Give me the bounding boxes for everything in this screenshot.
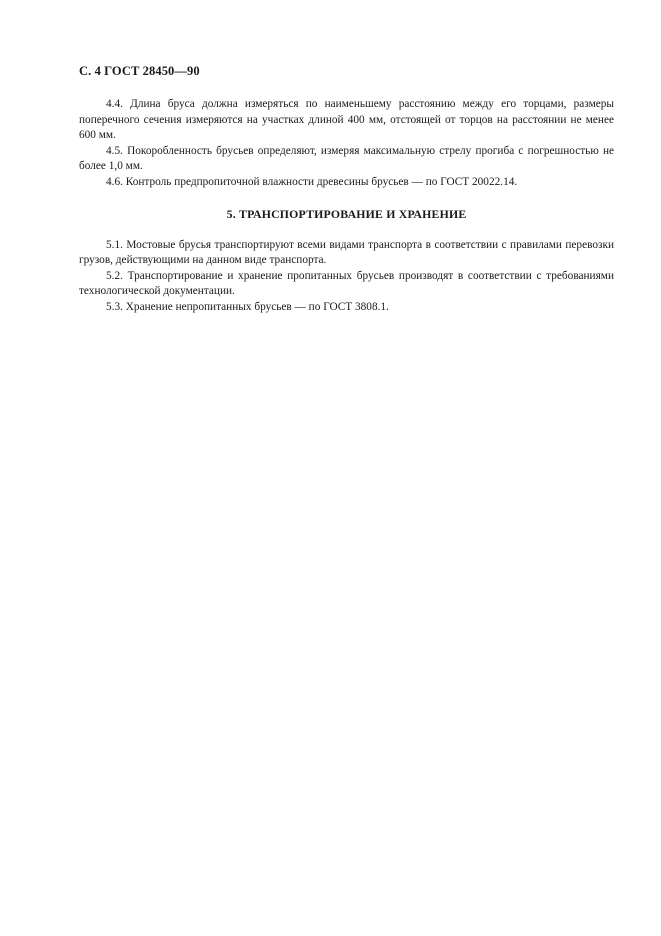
section-5-heading: 5. ТРАНСПОРТИРОВАНИЕ И ХРАНЕНИЕ <box>226 207 467 221</box>
paragraph-5-1: 5.1. Мостовые брусья транспортируют всеми видами транспорта в соответствии с правилами перевозки грузов, действующими на данном виде транспорта. <box>79 238 614 266</box>
paragraph-4-5: 4.5. Покоробленность брусьев определяют, измеряя максимальную стрелу прогиба с погрешностью не более 1,0 мм. <box>79 144 614 172</box>
page-header: С. 4 ГОСТ 28450—90 <box>79 64 200 78</box>
paragraph-5-3: 5.3. Хранение непропитанных брусьев — по ГОСТ 3808.1. <box>106 300 389 313</box>
paragraph-4-4: 4.4. Длина бруса должна измеряться по наименьшему расстоянию между его торцами, размеры поперечного сечения измеряются на участках длиной 400 мм, отстоящей от торцов на расстоянии не менее 600 мм. <box>79 98 614 141</box>
document-body <box>79 97 614 315</box>
paragraph-5-2: 5.2. Транспортирование и хранение пропитанных брусьев производят в соответствии с требованиями технологической документации. <box>79 269 614 297</box>
paragraph-4-6: 4.6. Контроль предпропиточной влажности древесины брусьев — по ГОСТ 20022.14. <box>106 175 518 188</box>
